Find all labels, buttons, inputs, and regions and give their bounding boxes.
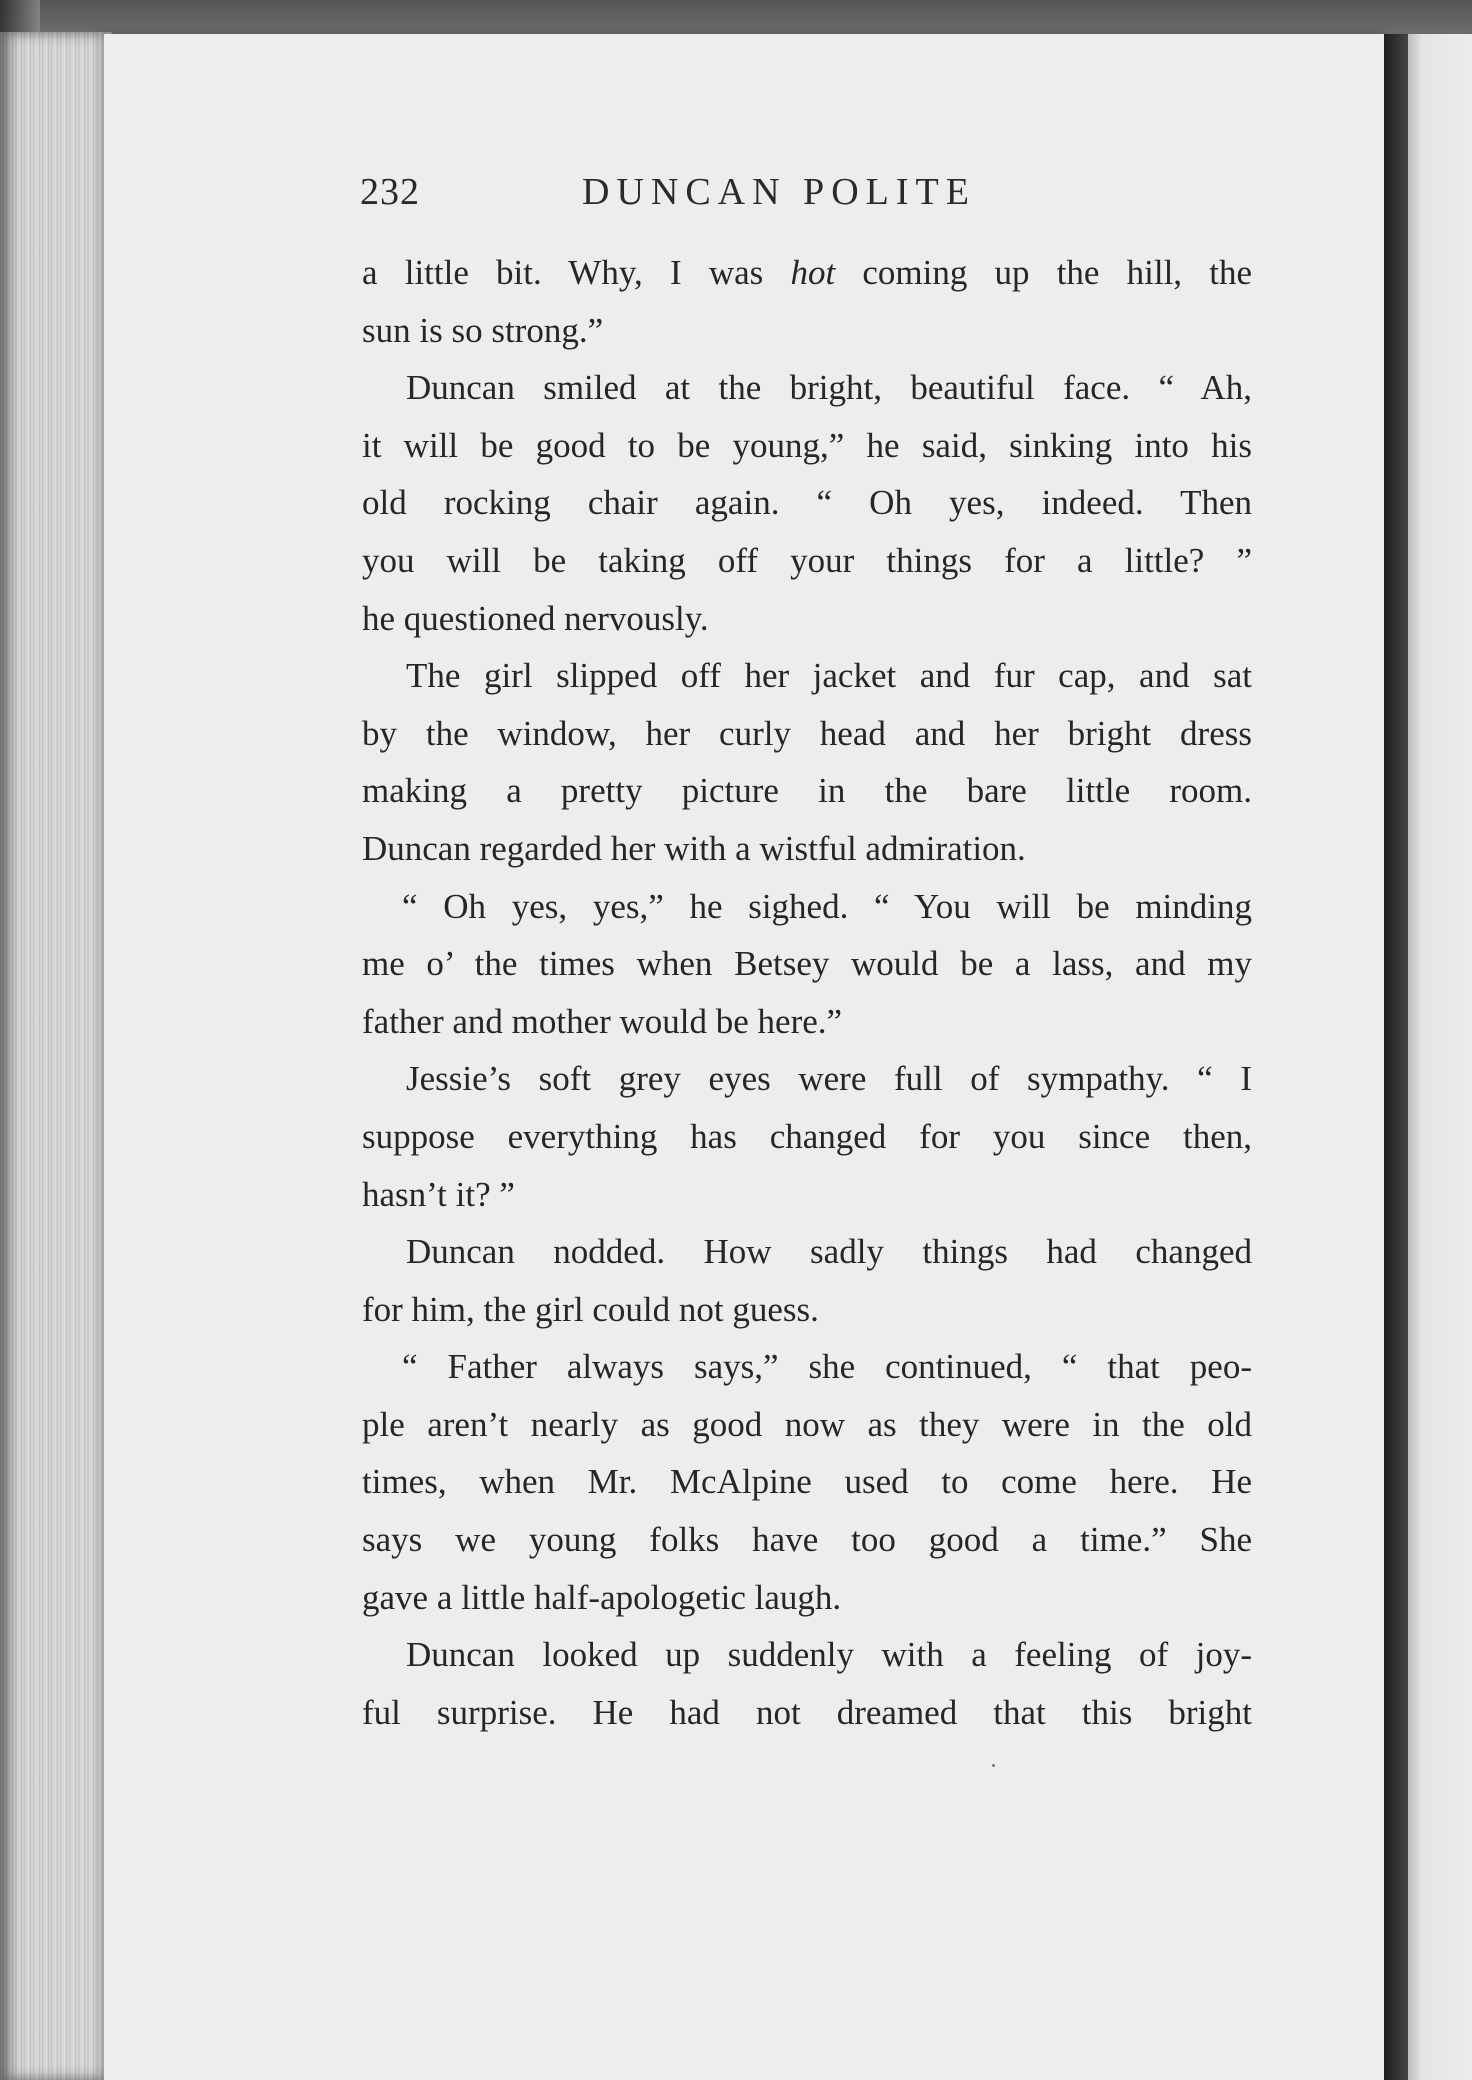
text-line: father and mother would be here.” xyxy=(362,1001,843,1041)
text-line: hasn’t it? ” xyxy=(362,1174,515,1214)
gutter-shadow xyxy=(1384,34,1408,2080)
text-line: by the window, her curly head and her bright dress xyxy=(362,713,1252,753)
text-line: old rocking chair again. “ Oh yes, indeed. Then xyxy=(362,483,1252,523)
body-text xyxy=(362,244,1252,1741)
text-line: Jessie’s soft grey eyes were full of sympathy. “ I xyxy=(406,1059,1252,1099)
text-line: Duncan regarded her with a wistful admiration. xyxy=(362,828,1026,868)
next-page-edge xyxy=(1408,34,1472,2080)
text-line: Duncan nodded. How sadly things had changed xyxy=(406,1232,1252,1272)
text-line: The girl slipped off her jacket and fur cap, and sat xyxy=(406,656,1252,696)
text-line: times, when Mr. McAlpine used to come here. He xyxy=(362,1462,1252,1502)
text-line: suppose everything has changed for you since then, xyxy=(362,1116,1252,1156)
paper-speck xyxy=(992,1764,995,1767)
running-title: DUNCAN POLITE xyxy=(582,171,976,213)
text-line: he questioned nervously. xyxy=(362,598,709,638)
emphasis: hot xyxy=(790,253,836,292)
text-line: you will be taking off your things for a little? ” xyxy=(362,540,1252,580)
text-line: for him, the girl could not guess. xyxy=(362,1289,819,1329)
text-line: making a pretty picture in the bare little room. xyxy=(362,771,1252,811)
text-line: a little bit. Why, I was hot coming up the hill, the xyxy=(362,253,1252,292)
text-line: ple aren’t nearly as good now as they were in the old xyxy=(362,1404,1252,1444)
text-line: me o’ the times when Betsey would be a lass, and my xyxy=(362,944,1252,984)
text-line: says we young folks have too good a time.” She xyxy=(362,1520,1252,1560)
text-line: sun is so strong.” xyxy=(362,310,604,350)
page-number: 232 xyxy=(360,171,420,213)
text-line: “ Oh yes, yes,” he sighed. “ You will be minding xyxy=(402,886,1252,926)
page-header xyxy=(360,170,1260,230)
page-edges xyxy=(0,32,112,2080)
text-line: ful surprise. He had not dreamed that this bright xyxy=(362,1692,1252,1732)
text-line: gave a little half-apologetic laugh. xyxy=(362,1577,842,1617)
text-line: Duncan looked up suddenly with a feeling of joy- xyxy=(406,1635,1252,1675)
text-line: Duncan smiled at the bright, beautiful face. “ Ah, xyxy=(406,368,1252,408)
text-line: “ Father always says,” she continued, “ that peo- xyxy=(402,1347,1252,1387)
text-line: it will be good to be young,” he said, sinking into his xyxy=(362,425,1252,465)
